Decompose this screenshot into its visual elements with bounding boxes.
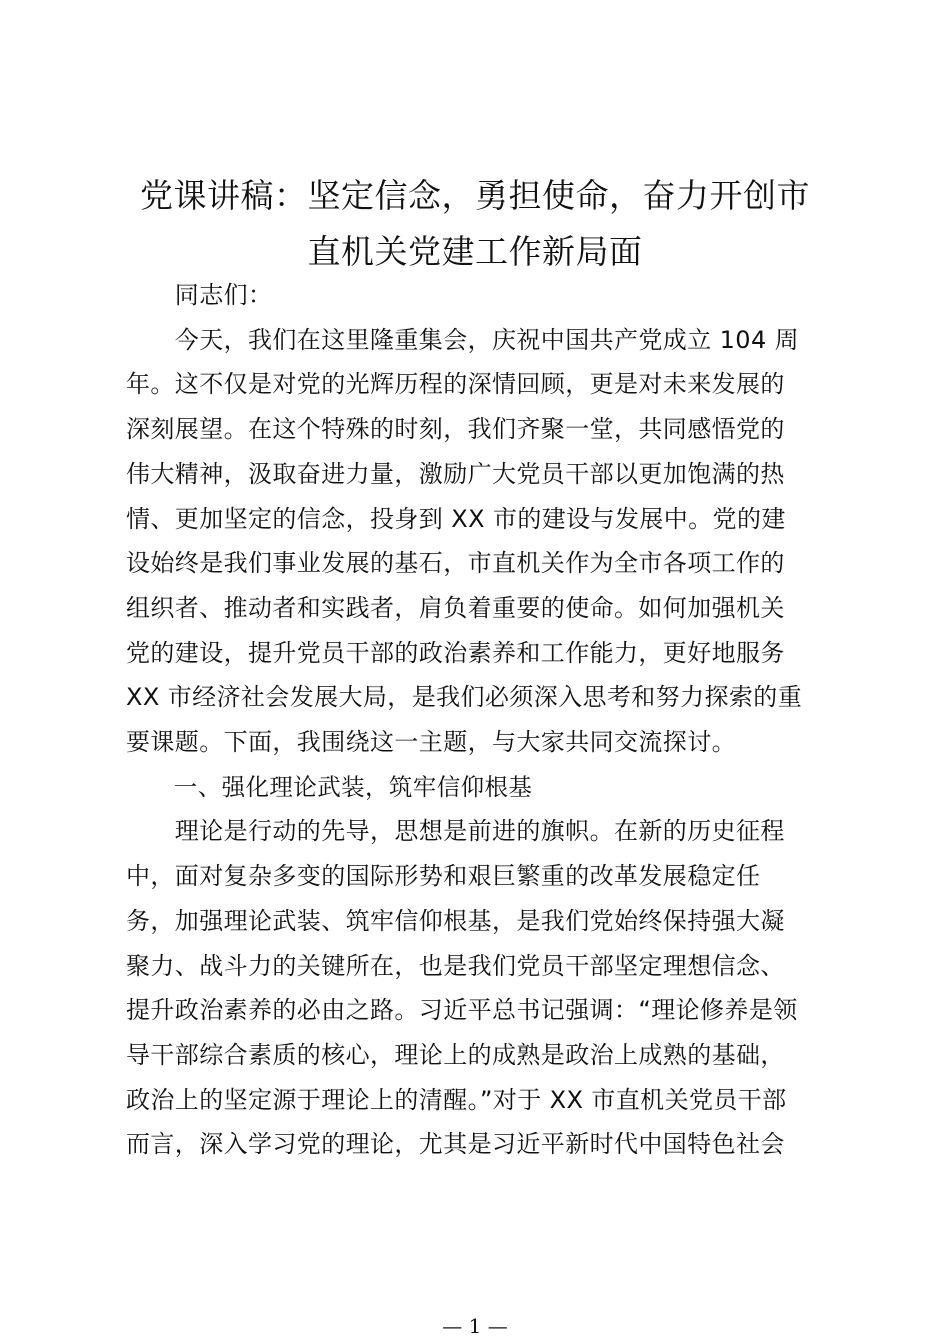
section-heading: 一、强化理论武装，筑牢信仰根基: [126, 772, 533, 801]
body-line: 理论是行动的先导，思想是前进的旗帜。在新的历史征程: [126, 817, 785, 846]
body-line: 政治上的坚定源于理论上的清醒。”对于 XX 市直机关党员干部: [126, 1085, 787, 1114]
body-line: 组织者、推动者和实践者，肩负着重要的使命。如何加强机关: [126, 593, 785, 622]
document-title: [118, 168, 832, 280]
body-line: 今天，我们在这里隆重集会，庆祝中国共产党成立 104 周: [126, 325, 800, 354]
body-line: 伟大精神，汲取奋进力量，激励广大党员干部以更加饱满的热: [126, 459, 785, 488]
body-line: 导干部综合素质的核心，理论上的成熟是政治上成熟的基础，: [126, 1040, 785, 1069]
body-line: 聚力、战斗力的关键所在，也是我们党员干部坚定理想信念、: [126, 951, 785, 980]
body-line: 要课题。下面，我围绕这一主题，与大家共同交流探讨。: [126, 728, 736, 757]
body-line: 深刻展望。在这个特殊的时刻，我们齐聚一堂，共同感悟党的: [126, 415, 785, 444]
body-line: 年。这不仅是对党的光辉历程的深情回顾，更是对未来发展的: [126, 370, 785, 399]
document-body: [126, 273, 832, 1167]
body-line: XX 市经济社会发展大局，是我们必须深入思考和努力探索的重: [126, 683, 803, 712]
page-number: — 1 —: [442, 1314, 508, 1338]
body-line: 情、更加坚定的信念，投身到 XX 市的建设与发展中。党的建: [126, 504, 786, 533]
title-line-1: 党课讲稿：坚定信念，勇担使命，奋力开创市: [140, 176, 810, 215]
salutation: 同志们：: [126, 281, 273, 309]
title-line-2: 直机关党建工作新局面: [307, 232, 643, 271]
body-line: 中，面对复杂多变的国际形势和艰巨繁重的改革发展稳定任: [126, 862, 761, 891]
body-line: 设始终是我们事业发展的基石，市直机关作为全市各项工作的: [126, 549, 785, 578]
body-line: 务，加强理论武装、筑牢信仰根基，是我们党始终保持强大凝: [126, 906, 785, 935]
body-line: 党的建设，提升党员干部的政治素养和工作能力，更好地服务: [126, 638, 785, 667]
body-line: 提升政治素养的必由之路。习近平总书记强调：“理论修养是领: [126, 996, 798, 1025]
body-line: 而言，深入学习党的理论，尤其是习近平新时代中国特色社会: [126, 1130, 785, 1159]
